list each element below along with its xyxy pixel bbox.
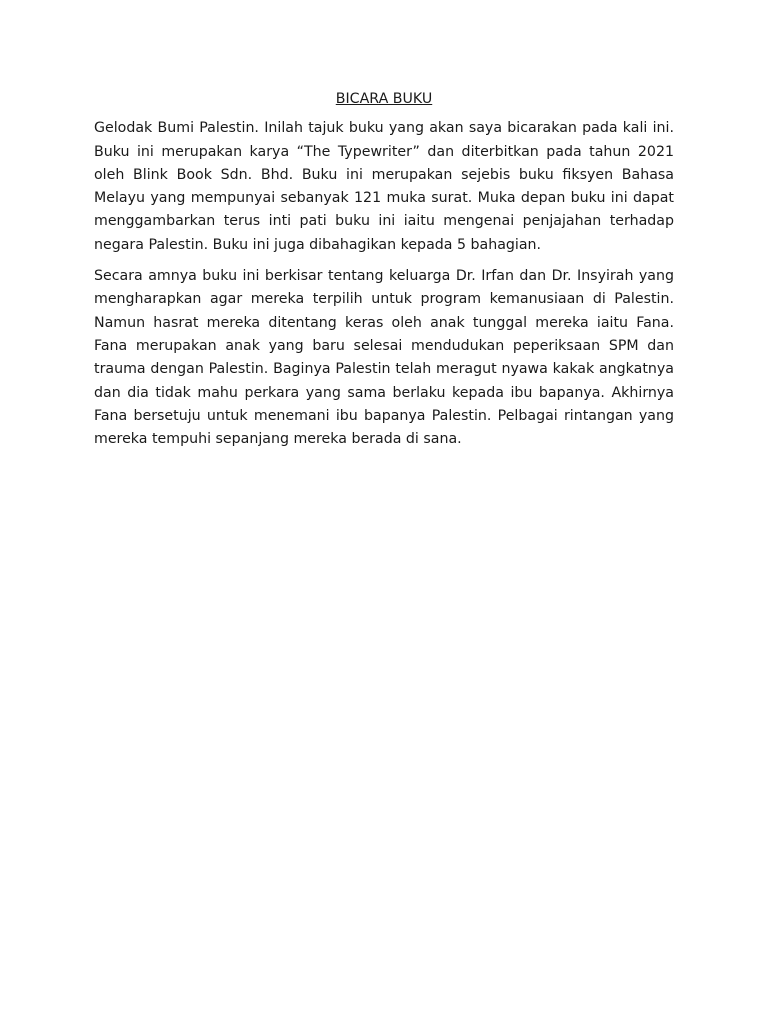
paragraph-1: Gelodak Bumi Palestin. Inilah tajuk buku yang akan saya bicarakan pada kali ini. Buku ini merupakan karya “The Typewriter” dan diterbitkan pada tahun 2021 oleh Blink Book Sdn. Bhd. Buku ini merupakan sejebis buku fiksyen Bahasa Melayu yang mempunyai sebanyak 121 muka surat. Muka depan buku ini dapat menggambarkan terus inti pati buku ini iaitu mengenai penjajahan terhadap negara Palestin. Buku ini juga dibahagikan kepada 5 bahagian. — [94, 120, 674, 253]
document-title: BICARA BUKU — [335, 91, 433, 107]
document-body — [94, 88, 674, 459]
paragraph-2: Secara amnya buku ini berkisar tentang keluarga Dr. Irfan dan Dr. Insyirah yang mengharapkan agar mereka terpilih untuk program kemanusiaan di Palestin. Namun hasrat mereka ditentang keras oleh anak tunggal mereka iaitu Fana. Fana merupakan anak yang baru selesai mendudukan peperiksaan SPM dan trauma dengan Palestin. Baginya Palestin telah meragut nyawa kakak angkatnya dan dia tidak mahu perkara yang sama berlaku kepada ibu bapanya. Akhirnya Fana bersetuju untuk menemani ibu bapanya Palestin. Pelbagai rintangan yang mereka tempuhi sepanjang mereka berada di sana. — [94, 268, 674, 448]
